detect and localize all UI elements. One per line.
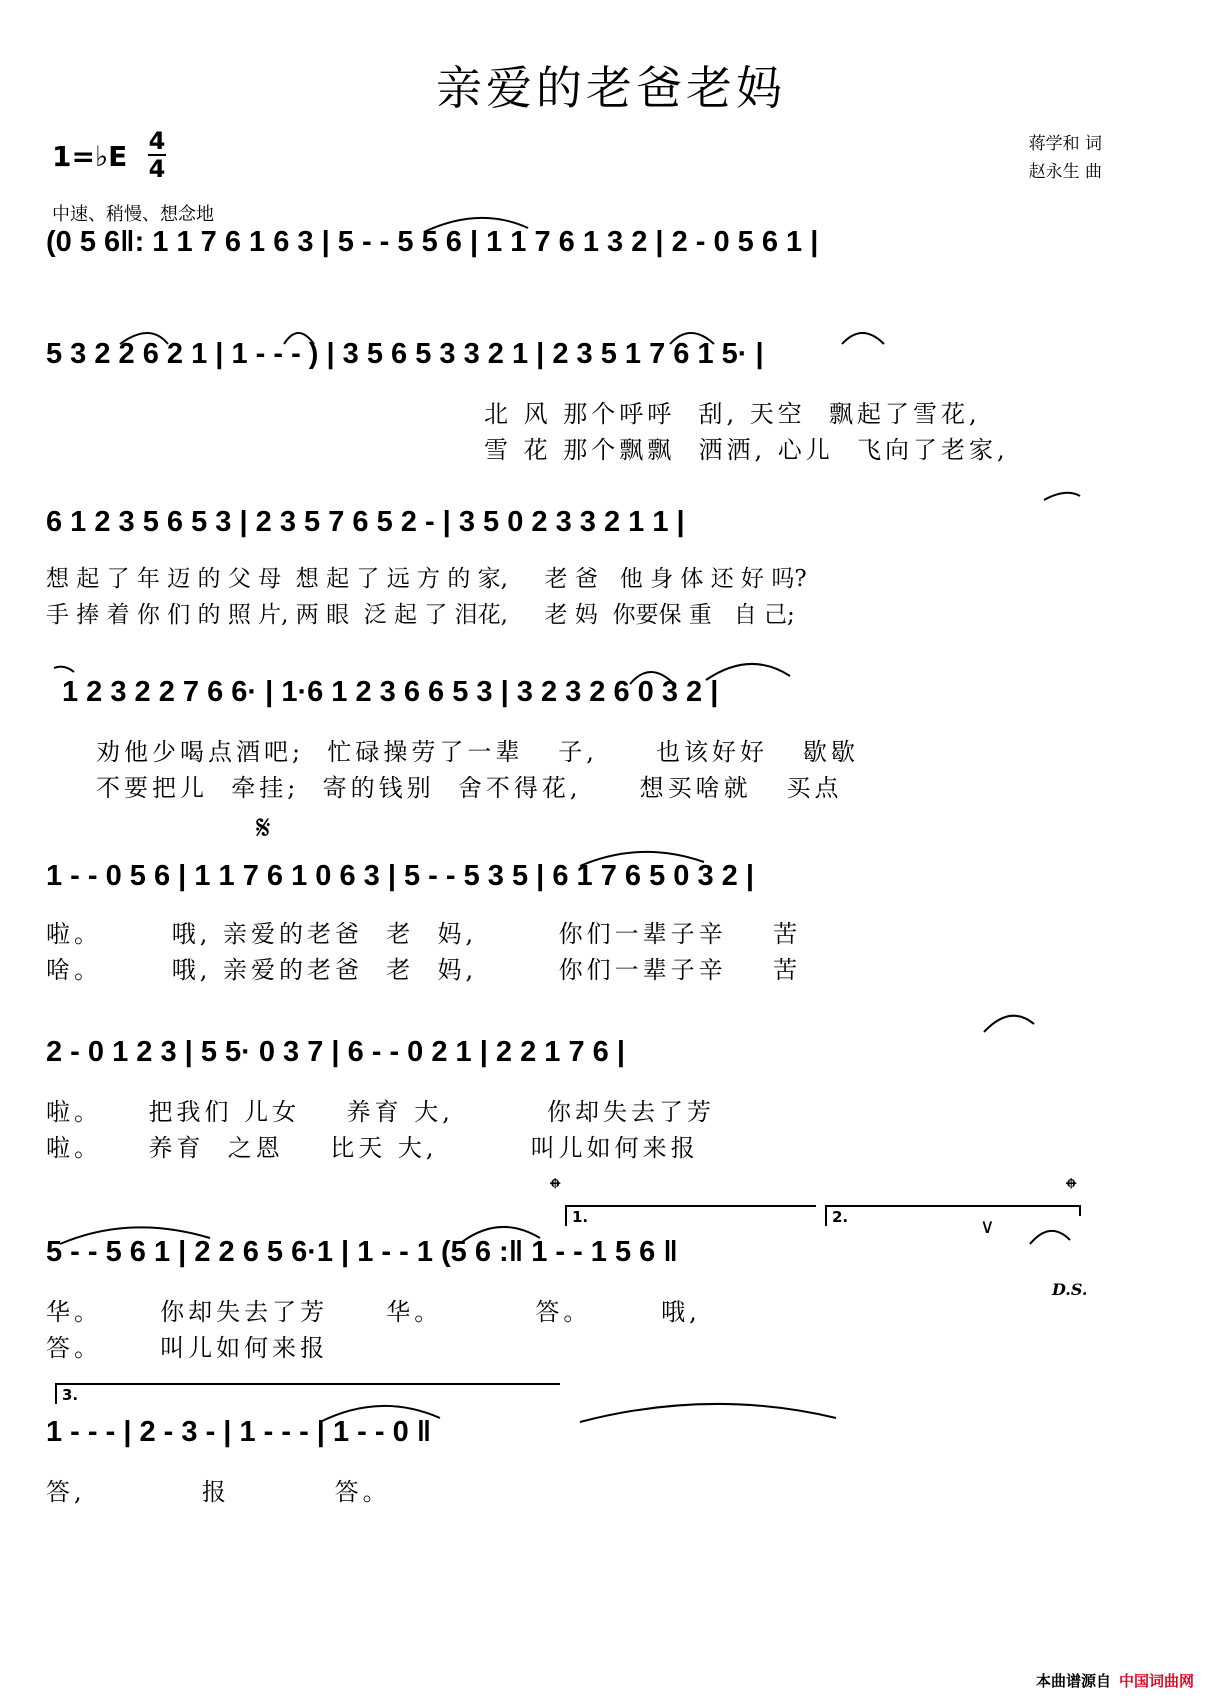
tie-line-4a xyxy=(54,667,74,672)
composer-credit: 赵永生 曲 xyxy=(1028,162,1102,182)
coda-sign-2: 𝄌 xyxy=(1066,1172,1077,1207)
tempo-marking: 中速、稍慢、想念地 xyxy=(52,204,214,225)
lyrics-line-7-verse-1: 华。 你却失去了芳 华。 答。 哦, xyxy=(46,1298,701,1326)
dal-segno-marking: D.S. xyxy=(1052,1280,1088,1299)
time-signature xyxy=(148,128,166,182)
lyrics-line-4-verse-2: 不要把儿 牵挂; 寄的钱别 舍不得花, 想买啥就 买点 xyxy=(96,774,843,802)
lyrics-line-2-verse-1: 北 风 那个呼呼 刮, 天空 飘起了雪花, xyxy=(484,400,981,428)
segno-sign: 𝄋 xyxy=(256,808,271,848)
tie-line-4c xyxy=(706,664,790,680)
notation-line-2: 5 3 2 2 6 2 1 | 1 - - - ) | 3 5 6 5 3 3 2 1 | 2 3 5 1 7 6 1 5· | xyxy=(46,338,764,370)
lyrics-line-3-verse-2: 手 捧 着 你 们 的 照 片, 两 眼 泛 起 了 泪花, 老 妈 你要保 重 自 己; xyxy=(46,602,795,628)
volta-2-bracket xyxy=(826,1206,1080,1226)
volta-3-bracket xyxy=(56,1384,560,1404)
coda-sign-1: 𝄌 xyxy=(550,1172,561,1207)
lyricist-credit: 蒋学和 词 xyxy=(1028,134,1102,154)
notation-line-7: 5 - - 5 6 1 | 2 2 6 5 6·1 | 1 - - 1 (5 6 :‖ 1 - - 1 5 6 ‖ xyxy=(46,1236,678,1268)
key-signature: 1=♭E xyxy=(52,140,128,173)
lyrics-line-4-verse-1: 劝他少喝点酒吧; 忙碌操劳了一辈 子, 也该好好 歇歇 xyxy=(96,738,859,766)
notation-line-1: (0 5 6‖: 1 1 7 6 1 6 3 | 5 - - 5 5 6 | 1 1 7 6 1 3 2 | 2 - 0 5 6 1 | xyxy=(46,226,819,258)
time-bottom: 4 xyxy=(148,155,166,183)
tie-line-6 xyxy=(984,1016,1034,1032)
lyrics-line-5-verse-2: 啥。 哦, 亲爱的老爸 老 妈, 你们一辈子辛 苦 xyxy=(46,956,802,984)
footer-credit xyxy=(1036,1670,1194,1691)
notation-line-3: 6 1 2 3 5 6 5 3 | 2 3 5 7 6 5 2 - | 3 5 0 2 3 3 2 1 1 | xyxy=(46,506,685,538)
slur-line-2d xyxy=(842,333,884,344)
footer-source-label: 本曲谱源自 xyxy=(1035,1672,1111,1690)
volta-2-label: 2. xyxy=(832,1208,849,1226)
lyrics-line-5-verse-1: 啦。 哦, 亲爱的老爸 老 妈, 你们一辈子辛 苦 xyxy=(46,920,802,948)
lyrics-line-6-verse-1: 啦。 把我们 儿女 养育 大, 你却失去了芳 xyxy=(46,1098,715,1126)
volta-1-bracket xyxy=(566,1206,816,1226)
credits xyxy=(1029,130,1102,186)
lyrics-line-3-verse-1: 想 起 了 年 迈 的 父 母 想 起 了 远 方 的 家, 老 爸 他 身 体 还 好 吗? xyxy=(46,566,807,592)
volta-3-label: 3. xyxy=(62,1386,79,1404)
lyrics-line-2-verse-2: 雪 花 那个飘飘 洒洒, 心儿 飞向了老家, xyxy=(484,436,1009,464)
notation-line-6: 2 - 0 1 2 3 | 5 5· 0 3 7 | 6 - - 0 2 1 | 2 2 1 7 6 | xyxy=(46,1036,625,1068)
notation-line-4: 1 2 3 2 2 7 6 6· | 1·6 1 2 3 6 6 5 3 | 3 2 3 2 6 0 3 2 | xyxy=(62,676,719,708)
slur-line-7c xyxy=(1030,1231,1070,1244)
volta-1-label: 1. xyxy=(572,1208,589,1226)
time-top: 4 xyxy=(148,127,166,155)
lyrics-line-7-verse-2: 答。 叫儿如何来报 xyxy=(46,1334,329,1362)
lyrics-line-8-verse-1: 答, 报 答。 xyxy=(46,1478,391,1506)
footer-site-name: 中国词曲网 xyxy=(1118,1672,1194,1690)
page-title: 亲爱的老爸老妈 xyxy=(436,61,786,115)
tie-line-8b xyxy=(580,1404,836,1422)
tie-line-3 xyxy=(1044,493,1080,500)
lyrics-line-6-verse-2: 啦。 养育 之恩 比天 大, 叫儿如何来报 xyxy=(46,1134,699,1162)
notation-line-5: 1 - - 0 5 6 | 1 1 7 6 1 0 6 3 | 5 - - 5 3 5 | 6 1 7 6 5 0 3 2 | xyxy=(46,860,754,892)
notation-line-8: 1 - - - | 2 - 3 - | 1 - - - | 1 - - 0 ‖ xyxy=(46,1416,432,1448)
breath-mark: ∨ xyxy=(980,1214,995,1238)
